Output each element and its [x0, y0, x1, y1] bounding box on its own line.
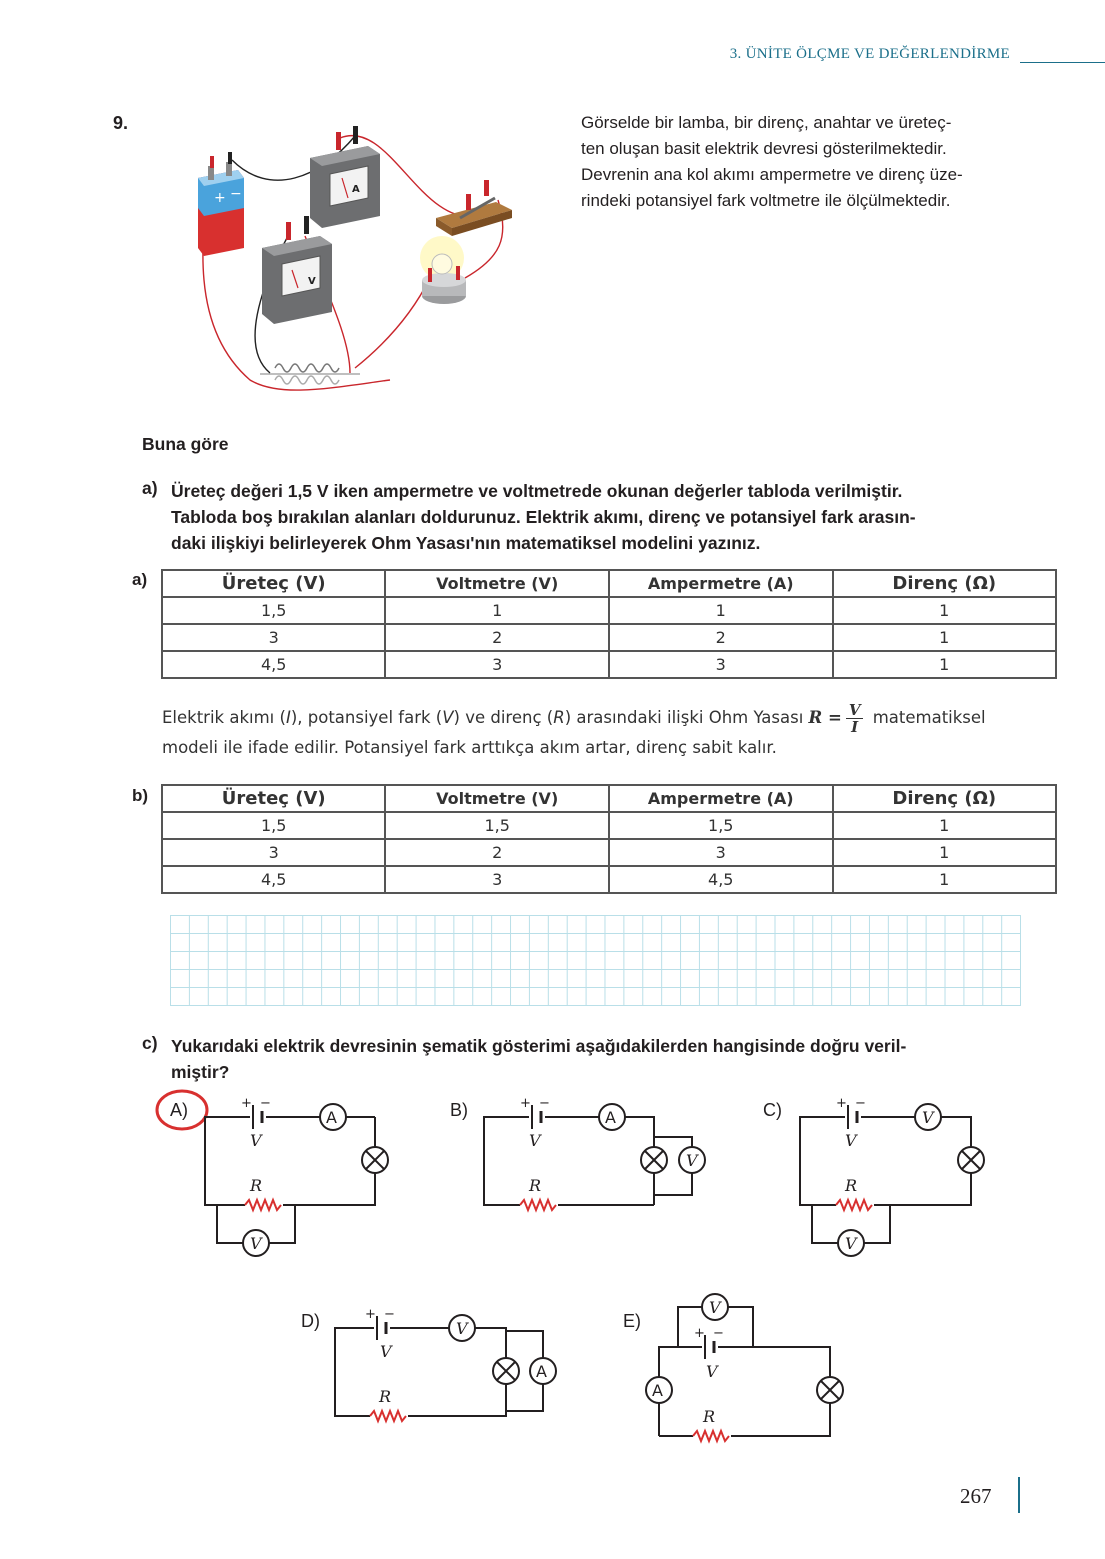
table-header-cell: Üreteç (V) — [162, 570, 385, 597]
table-header-row — [162, 785, 1056, 812]
resistor-label: R — [250, 1176, 263, 1195]
voltmeter-symbol-label: V — [456, 1319, 468, 1338]
resistor-symbol — [520, 1200, 556, 1210]
voltmeter-symbol-label: V — [686, 1151, 698, 1170]
description-line: Devrenin ana kol akımı ampermetre ve direnç üze- — [581, 165, 963, 184]
lamp-device — [420, 236, 466, 304]
lamp-symbol — [362, 1147, 388, 1173]
question-description — [581, 110, 1031, 214]
symbol-current: I — [285, 708, 291, 727]
table-b-label: b) — [132, 786, 149, 805]
table-header-row — [162, 570, 1056, 597]
table-cell: 1,5 — [385, 812, 609, 839]
table-a-label: a) — [132, 570, 148, 589]
formula-lhs: R = — [808, 708, 842, 727]
option-d-label: D) — [301, 1311, 320, 1331]
table-cell: 4,5 — [162, 866, 385, 893]
battery-minus: − — [855, 1096, 866, 1111]
answer-text: Elektrik akımı ( — [162, 708, 286, 727]
part-a-text — [171, 478, 1051, 556]
answer-text: ) ve direnç ( — [453, 708, 554, 727]
table-header-cell: Voltmetre (V) — [385, 785, 609, 812]
table-row — [162, 812, 1056, 839]
table-cell: 1 — [833, 812, 1056, 839]
option-b[interactable] — [450, 1096, 705, 1210]
lamp-symbol — [493, 1358, 519, 1384]
part-a-line: Üreteç değeri 1,5 V iken ampermetre ve voltmetrede okunan değerler tabloda verilmiştir. — [171, 481, 903, 501]
table-cell: 3 — [162, 624, 385, 651]
battery-plus: + — [694, 1326, 705, 1341]
battery-minus: − — [713, 1326, 724, 1341]
option-d[interactable] — [301, 1307, 556, 1421]
battery-minus: − — [384, 1307, 395, 1322]
battery-plus: + — [365, 1307, 376, 1322]
table-cell: 1 — [609, 597, 833, 624]
ammeter-device — [310, 126, 380, 228]
part-c-letter: c) — [142, 1033, 158, 1053]
lamp-symbol — [641, 1147, 667, 1173]
table-cell: 1 — [833, 651, 1056, 678]
battery-minus: − — [260, 1096, 271, 1111]
answer-text: ), potansiyel fark ( — [290, 708, 443, 727]
option-c-label: C) — [763, 1100, 782, 1120]
circuit-illustration — [180, 118, 520, 398]
battery — [198, 152, 244, 256]
source-label: V — [845, 1131, 857, 1150]
answer-line-2: modeli ile ifade edilir. Potansiyel fark arttıkça akım artar, direnç sabit kalır. — [162, 738, 777, 757]
ammeter-letter: A — [352, 184, 360, 195]
option-e[interactable] — [623, 1294, 843, 1441]
voltmeter-symbol-label: V — [845, 1234, 857, 1253]
part-a-letter: a) — [142, 478, 158, 498]
part-c-text — [171, 1033, 1051, 1085]
answer-text: ) arasındaki ilişki Ohm Yasası — [564, 708, 809, 727]
resistor-symbol — [370, 1411, 406, 1421]
part-c-line: Yukarıdaki elektrik devresinin şematik gösterimi aşağıdakilerden hangisinde doğru veril- — [171, 1036, 907, 1056]
table-cell: 1 — [385, 597, 609, 624]
answer-text: matematiksel — [867, 708, 986, 727]
option-e-label: E) — [623, 1311, 641, 1331]
ohm-law-answer — [162, 702, 1062, 761]
source-label: V — [250, 1131, 262, 1150]
table-cell: 4,5 — [609, 866, 833, 893]
table-row — [162, 866, 1056, 893]
battery-plus: + — [241, 1096, 252, 1111]
header-rule — [1020, 62, 1105, 63]
table-cell: 2 — [609, 624, 833, 651]
table-row — [162, 651, 1056, 678]
option-b-label: B) — [450, 1100, 468, 1120]
battery-minus: − — [230, 186, 242, 202]
table-cell: 1 — [833, 866, 1056, 893]
formula-numerator: V — [846, 702, 864, 719]
table-row — [162, 839, 1056, 866]
source-label: V — [529, 1131, 541, 1150]
lamp-symbol — [817, 1377, 843, 1403]
source-label: V — [380, 1342, 392, 1361]
symbol-resistance: R — [553, 708, 565, 727]
wire — [355, 278, 430, 368]
voltmeter-symbol-label: V — [922, 1108, 934, 1127]
table-cell: 1 — [833, 839, 1056, 866]
part-a-line: daki ilişkiyi belirleyerek Ohm Yasası'nın matematiksel modelini yazınız. — [171, 533, 761, 553]
table-cell: 3 — [609, 839, 833, 866]
table-cell: 3 — [385, 866, 609, 893]
page-number-rule — [1018, 1477, 1020, 1513]
option-a[interactable] — [157, 1091, 388, 1256]
resistor-label: R — [379, 1387, 392, 1406]
table-cell: 1,5 — [162, 597, 385, 624]
description-line: Görselde bir lamba, bir direnç, anahtar ve üreteç- — [581, 113, 952, 132]
switch-device — [436, 180, 512, 236]
table-header-cell: Voltmetre (V) — [385, 570, 609, 597]
resistor-label: R — [529, 1176, 542, 1195]
table-b — [161, 784, 1057, 894]
table-cell: 3 — [385, 651, 609, 678]
table-cell: 1,5 — [162, 812, 385, 839]
table-cell: 3 — [609, 651, 833, 678]
table-cell: 3 — [162, 839, 385, 866]
answer-line-1 — [162, 702, 1062, 735]
voltmeter-letter: V — [308, 276, 316, 287]
grid-writing-area — [170, 915, 1021, 1006]
table-header-cell: Direnç (Ω) — [833, 570, 1056, 597]
option-c[interactable] — [763, 1096, 984, 1256]
symbol-voltage: V — [442, 708, 454, 727]
table-cell: 2 — [385, 839, 609, 866]
ammeter-symbol-label: A — [652, 1381, 663, 1400]
table-cell: 1 — [833, 597, 1056, 624]
resistor-coil — [260, 364, 360, 384]
question-number: 9. — [113, 113, 129, 133]
page-number: 267 — [960, 1484, 992, 1508]
formula-fraction — [846, 702, 864, 735]
table-row — [162, 624, 1056, 651]
unit-title: 3. ÜNİTE ÖLÇME VE DEĞERLENDİRME — [729, 46, 1010, 62]
source-label: V — [706, 1362, 718, 1381]
option-a-label: A) — [170, 1100, 188, 1120]
voltmeter-symbol-label: V — [250, 1234, 262, 1253]
resistor-symbol — [245, 1200, 281, 1210]
table-header-cell: Ampermetre (A) — [609, 570, 833, 597]
ammeter-symbol-label: A — [536, 1362, 547, 1381]
table-a — [161, 569, 1057, 679]
table-row — [162, 597, 1056, 624]
battery-minus: − — [539, 1096, 550, 1111]
part-a-line: Tabloda boş bırakılan alanları doldurunuz. Elektrik akımı, direnç ve potansiyel fark arasın- — [171, 507, 916, 527]
ammeter-symbol-label: A — [605, 1108, 616, 1127]
battery-plus: + — [836, 1096, 847, 1111]
battery-plus: + — [214, 190, 226, 206]
lead-text: Buna göre — [142, 434, 229, 454]
lamp-symbol — [958, 1147, 984, 1173]
description-line: rindeki potansiyel fark voltmetre ile ölçülmektedir. — [581, 191, 951, 210]
table-cell: 1,5 — [609, 812, 833, 839]
resistor-label: R — [703, 1407, 716, 1426]
resistor-symbol — [693, 1431, 729, 1441]
table-cell: 2 — [385, 624, 609, 651]
part-c-line: miştir? — [171, 1062, 230, 1082]
ammeter-symbol-label: A — [326, 1108, 337, 1127]
table-header-cell: Direnç (Ω) — [833, 785, 1056, 812]
resistor-symbol — [836, 1200, 872, 1210]
voltmeter-device — [262, 216, 332, 324]
table-header-cell: Ampermetre (A) — [609, 785, 833, 812]
table-cell: 1 — [833, 624, 1056, 651]
formula-denominator: I — [851, 718, 859, 736]
resistor-label: R — [845, 1176, 858, 1195]
table-cell: 4,5 — [162, 651, 385, 678]
description-line: ten oluşan basit elektrik devresi gösterilmektedir. — [581, 139, 947, 158]
voltmeter-symbol-label: V — [709, 1298, 721, 1317]
battery-plus: + — [520, 1096, 531, 1111]
table-header-cell: Üreteç (V) — [162, 785, 385, 812]
circuit-options — [140, 1085, 1040, 1465]
